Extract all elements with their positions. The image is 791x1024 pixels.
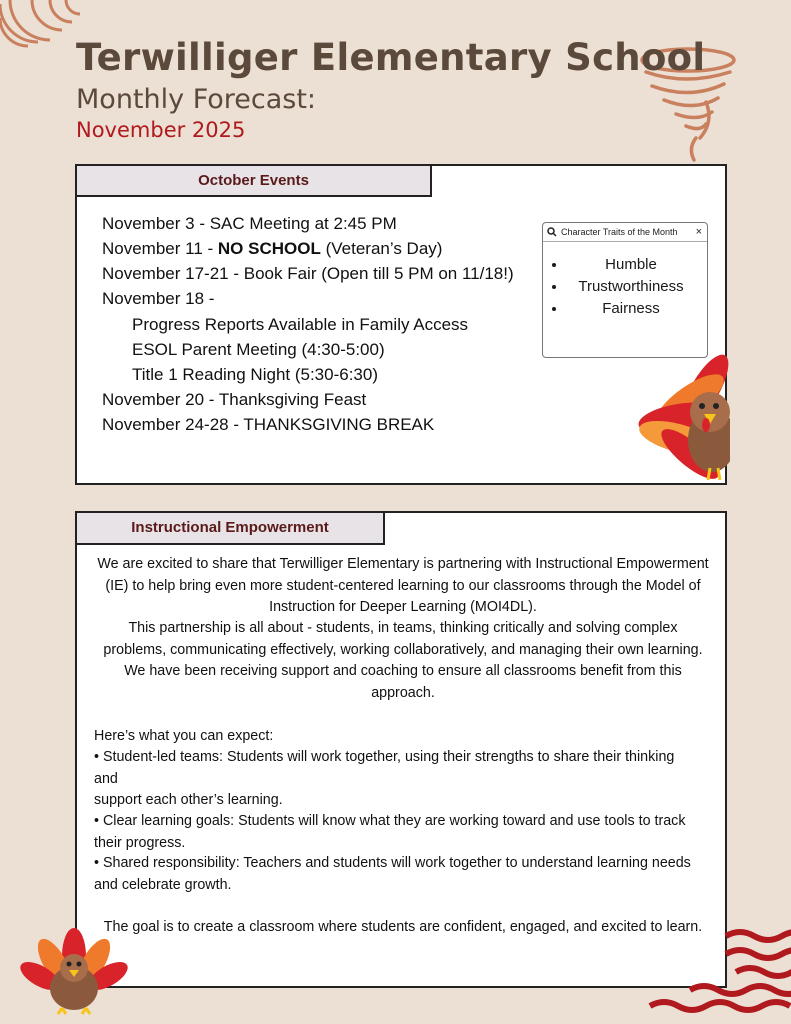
traits-search-label: Character Traits of the Month: [561, 227, 678, 237]
ie-bullet: • Student-led teams: Students will work together, using their strengths to share their thinking and: [94, 749, 675, 787]
ie-bullet: support each other’s learning.: [94, 792, 283, 808]
ie-bullet: • Shared responsibility: Teachers and students will work together to understand learning needs and celebrate growth.: [94, 855, 691, 893]
event-line: Progress Reports Available in Family Access: [132, 315, 469, 334]
trait-item: • Humble: [567, 254, 707, 276]
school-title: Terwilliger Elementary School: [76, 36, 706, 79]
forecast-month: November 2025: [76, 118, 246, 142]
trait-item: • Trustworthiness: [567, 276, 707, 298]
turkey-illustration: [18, 926, 130, 1016]
close-icon[interactable]: ×: [695, 226, 702, 238]
event-line: November 11 - NO SCHOOL (Veteran’s Day): [102, 239, 443, 258]
traits-list: [543, 254, 707, 320]
event-line: November 3 - SAC Meeting at 2:45 PM: [102, 214, 397, 233]
traits-search-bar[interactable]: [543, 223, 707, 242]
waves-decoration: [640, 926, 791, 1024]
event-line: Title 1 Reading Night (5:30-6:30): [132, 365, 379, 384]
turkey-illustration: [630, 330, 730, 485]
event-line: November 17-21 - Book Fair (Open till 5 PM on 11/18!): [102, 264, 514, 283]
ie-tab: Instructional Empowerment: [75, 511, 385, 545]
event-line: ESOL Parent Meeting (4:30-5:00): [132, 340, 385, 359]
events-tab: October Events: [75, 164, 432, 197]
ie-intro-2: This partnership is all about - students, in teams, thinking critically and solving complex problems, communicating effectively, working collaboratively, and managing their own learning. We have been receiving support and coaching to ensure all classrooms benefit from this approach.: [103, 620, 703, 701]
event-line: November 20 - Thanksgiving Feast: [102, 390, 367, 409]
event-line: November 24-28 - THANKSGIVING BREAK: [102, 415, 435, 434]
ie-expect: Here’s what you can expect:: [94, 728, 274, 744]
ie-goal: The goal is to create a classroom where students are confident, engaged, and excited to learn.: [103, 919, 703, 935]
no-school-text: NO SCHOOL: [217, 239, 321, 258]
ie-bullet: • Clear learning goals: Students will know what they are working toward and use tools to track their progress.: [94, 813, 686, 851]
event-line: November 18 -: [102, 289, 215, 308]
trait-item: • Fairness: [567, 298, 707, 320]
forecast-subtitle: Monthly Forecast:: [76, 84, 317, 115]
search-icon: [547, 227, 557, 237]
ie-intro-1: We are excited to share that Terwilliger Elementary is partnering with Instructional Empowerment (IE) to help bring even more student-centered learning to our classrooms through the Model of Instruction for Deeper Learning (MOI4DL).: [97, 556, 709, 615]
